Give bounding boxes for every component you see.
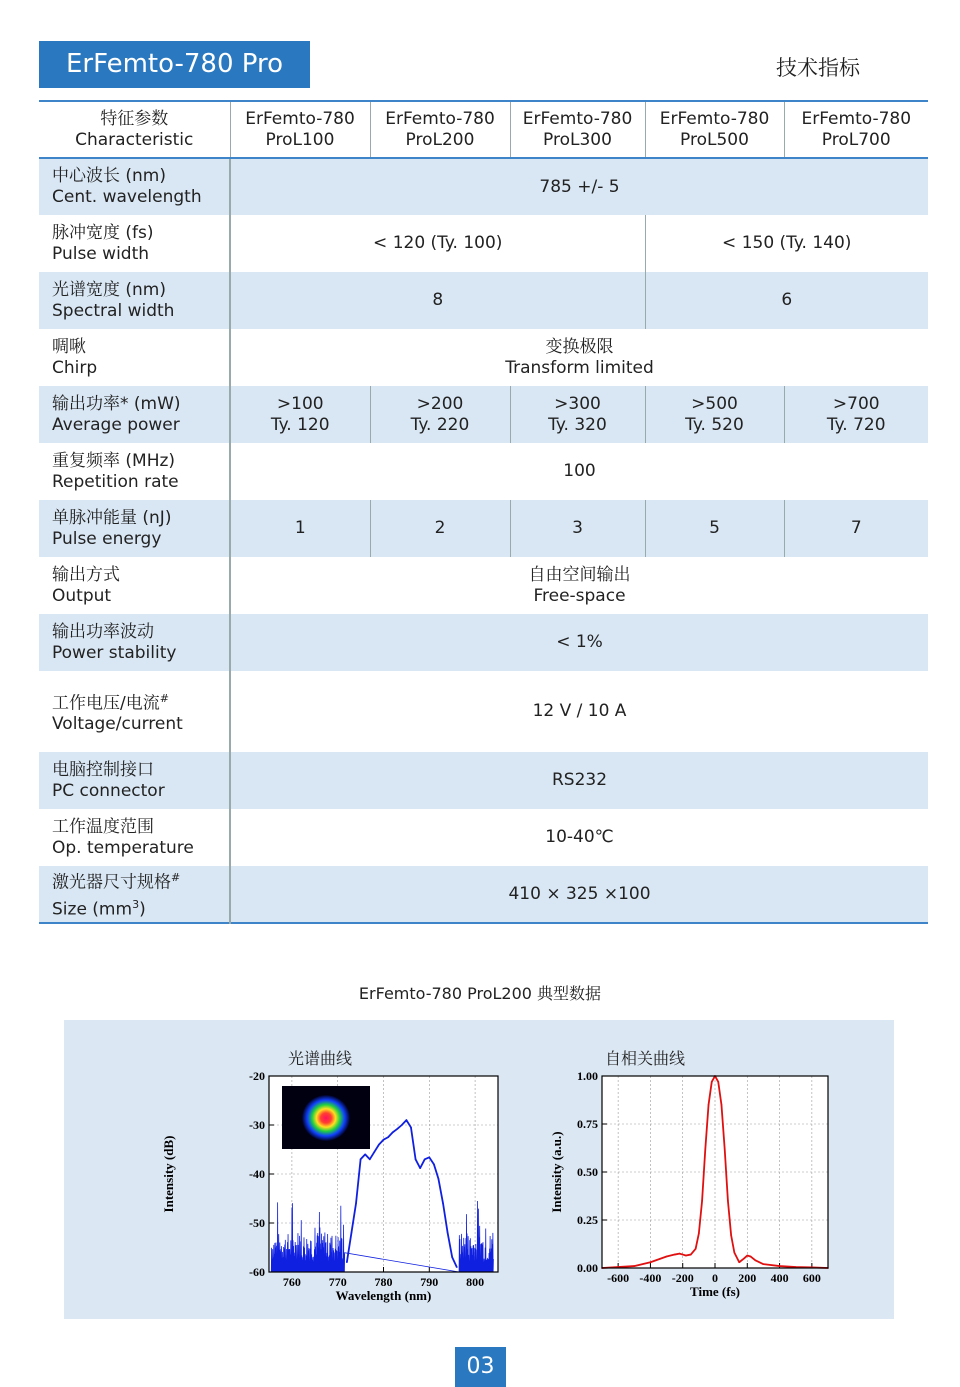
value-cell: RS232 bbox=[551, 770, 608, 790]
data-point bbox=[750, 1256, 752, 1258]
data-point bbox=[708, 1104, 710, 1106]
label-en: Pulse width bbox=[52, 243, 150, 264]
data-point bbox=[456, 1266, 458, 1268]
footnote-mark: # bbox=[159, 691, 169, 705]
value-cell: 8 bbox=[230, 272, 645, 329]
power-typ: Ty. 120 bbox=[270, 414, 330, 435]
row-average-power bbox=[39, 386, 928, 443]
power-min: >100 bbox=[276, 393, 324, 414]
label-zh-text: 激光器尺寸规格 bbox=[52, 873, 171, 893]
label-en: Spectral width bbox=[52, 300, 175, 321]
value-en: Free-space bbox=[533, 585, 626, 606]
row-size bbox=[39, 866, 928, 923]
row-label bbox=[39, 443, 230, 500]
data-point bbox=[369, 1159, 371, 1161]
model-header bbox=[230, 101, 370, 158]
data-point bbox=[701, 1200, 703, 1202]
model-line2: ProL100 bbox=[265, 129, 335, 150]
power-typ: Ty. 520 bbox=[685, 414, 744, 435]
value-en: Transform limited bbox=[505, 357, 654, 378]
label-zh: 输出功率* (mW) bbox=[52, 393, 181, 414]
data-point bbox=[779, 1265, 781, 1267]
data-point bbox=[690, 1254, 692, 1256]
value-cell: 6 bbox=[781, 290, 793, 310]
value-cell: 1 bbox=[230, 500, 370, 557]
data-point bbox=[738, 1261, 740, 1263]
data-point bbox=[674, 1254, 676, 1256]
row-label bbox=[39, 158, 230, 215]
row-label bbox=[39, 557, 230, 614]
label-zh: 脉冲宽度 (fs) bbox=[52, 222, 154, 243]
row-op-temperature bbox=[39, 809, 928, 866]
value-cell: < 120 (Ty. 100) bbox=[230, 215, 645, 272]
value-cell: 5 bbox=[645, 500, 784, 557]
data-point bbox=[419, 1167, 421, 1169]
row-pulse-width bbox=[39, 215, 928, 272]
x-axis-label: Time (fs) bbox=[690, 1284, 740, 1299]
data-point bbox=[695, 1248, 697, 1250]
label-en: Repetition rate bbox=[52, 471, 179, 492]
row-label bbox=[39, 386, 230, 443]
label-zh: 工作温度范围 bbox=[52, 816, 154, 837]
data-point bbox=[721, 1104, 723, 1106]
label-en: Average power bbox=[52, 414, 180, 435]
x-tick-label: -200 bbox=[671, 1271, 694, 1285]
data-point bbox=[666, 1256, 668, 1258]
label-en: Voltage/current bbox=[52, 714, 183, 735]
header-characteristic bbox=[39, 101, 230, 158]
value-zh: 自由空间输出 bbox=[528, 564, 631, 585]
power-min: >300 bbox=[554, 393, 601, 414]
label-zh: 啁啾 bbox=[52, 336, 86, 357]
row-power-stability bbox=[39, 614, 928, 671]
row-chirp bbox=[39, 329, 928, 386]
row-pc-connector bbox=[39, 752, 928, 809]
unit-exponent: 3 bbox=[132, 898, 140, 911]
row-label bbox=[39, 614, 230, 671]
data-point bbox=[387, 1136, 389, 1138]
data-point bbox=[746, 1255, 748, 1257]
y-tick-label: -30 bbox=[249, 1118, 265, 1132]
data-point bbox=[755, 1260, 757, 1262]
row-spectral-width bbox=[39, 272, 928, 329]
model-line1: ErFemto-780 bbox=[245, 108, 355, 129]
label-zh: 单脉冲能量 (nJ) bbox=[52, 507, 172, 528]
label-en: Power stability bbox=[52, 642, 177, 663]
label-en: Cent. wavelength bbox=[52, 187, 202, 207]
value-cell: < 150 (Ty. 140) bbox=[722, 233, 852, 253]
value-cell: 12 V / 10 A bbox=[532, 701, 627, 721]
data-point bbox=[685, 1255, 687, 1257]
label-zh: 光谱宽度 (nm) bbox=[52, 279, 167, 300]
data-point bbox=[451, 1257, 453, 1259]
y-tick-label: -40 bbox=[249, 1167, 265, 1181]
data-point bbox=[351, 1232, 353, 1234]
data-point bbox=[378, 1144, 380, 1146]
data-point bbox=[360, 1159, 362, 1161]
data-point bbox=[679, 1253, 681, 1255]
data-point bbox=[717, 1081, 719, 1083]
value-cell bbox=[230, 329, 928, 386]
data-point bbox=[383, 1139, 385, 1141]
label-zh: 重复频率 (MHz) bbox=[52, 450, 176, 471]
label-zh: 输出功率波动 bbox=[52, 621, 154, 642]
y-axis-label: Intensity (dB) bbox=[161, 1135, 176, 1213]
x-tick-label: 760 bbox=[282, 1275, 301, 1289]
label-zh-text: 工作电压/电流 bbox=[52, 693, 160, 714]
x-tick-label: -400 bbox=[639, 1271, 662, 1285]
y-tick-label: 0.50 bbox=[577, 1165, 598, 1179]
data-point bbox=[743, 1258, 745, 1260]
y-tick-label: 0.75 bbox=[577, 1117, 598, 1131]
data-point bbox=[392, 1132, 394, 1134]
data-point bbox=[682, 1254, 684, 1256]
x-tick-label: 770 bbox=[328, 1275, 347, 1289]
label-en: Pulse energy bbox=[52, 528, 162, 549]
data-point bbox=[442, 1203, 444, 1205]
data-point bbox=[650, 1261, 652, 1263]
x-tick-label: 400 bbox=[770, 1271, 789, 1285]
beam-spot-icon bbox=[302, 1095, 350, 1141]
label-zh: 输出方式 bbox=[52, 564, 120, 585]
power-min: >500 bbox=[691, 393, 738, 414]
chart-panel bbox=[64, 1020, 894, 1319]
data-point bbox=[705, 1148, 707, 1150]
y-tick-label: 1.00 bbox=[577, 1069, 598, 1083]
data-point bbox=[401, 1124, 403, 1126]
data-point bbox=[364, 1154, 366, 1156]
power-min: >700 bbox=[832, 393, 880, 414]
row-pulse-energy bbox=[39, 500, 928, 557]
value-cell: 100 bbox=[563, 461, 596, 481]
data-point bbox=[698, 1233, 700, 1235]
data-point bbox=[355, 1203, 357, 1205]
label-en-text: Size (mm bbox=[52, 899, 133, 920]
label-zh bbox=[52, 867, 229, 894]
data-point bbox=[447, 1232, 449, 1234]
autocorrelation-chart bbox=[478, 1058, 821, 1318]
y-tick-label: -20 bbox=[249, 1069, 265, 1083]
label-en: Op. temperature bbox=[52, 837, 194, 858]
x-tick-label: 600 bbox=[802, 1271, 821, 1285]
y-axis-label: Intensity (a.u.) bbox=[549, 1131, 564, 1213]
y-tick-label: 0.00 bbox=[577, 1261, 598, 1275]
x-tick-label: 800 bbox=[466, 1275, 485, 1289]
value-cell: < 1% bbox=[556, 632, 603, 652]
label-zh: 中心波长 (nm) bbox=[52, 166, 167, 186]
label-zh: 电脑控制接口 bbox=[52, 759, 154, 780]
row-label bbox=[39, 500, 230, 557]
page-number: 03 bbox=[455, 1347, 506, 1387]
data-point bbox=[406, 1119, 408, 1121]
value-cell bbox=[230, 386, 370, 443]
data-point bbox=[633, 1265, 635, 1267]
footnote-mark: # bbox=[171, 871, 181, 885]
autocorrelation-chart-title: 自相关曲线 bbox=[605, 1049, 686, 1068]
value-cell bbox=[230, 557, 928, 614]
data-point bbox=[396, 1128, 398, 1130]
spec-table bbox=[39, 100, 928, 924]
data-point bbox=[763, 1263, 765, 1265]
model-line2: ProL200 bbox=[405, 129, 475, 150]
header-label-zh: 特征参数 bbox=[100, 108, 169, 129]
section-label: 技术指标 bbox=[776, 56, 860, 80]
x-axis-label: Wavelength (nm) bbox=[335, 1288, 432, 1303]
model-line1: ErFemto-780 bbox=[659, 108, 770, 129]
data-point bbox=[429, 1157, 431, 1159]
y-tick-label: -60 bbox=[249, 1265, 265, 1279]
row-label bbox=[39, 752, 230, 809]
data-point bbox=[433, 1163, 435, 1165]
row-label bbox=[39, 809, 230, 866]
label-en: Chirp bbox=[52, 357, 98, 378]
value-cell bbox=[645, 386, 784, 443]
charts-caption: ErFemto-780 ProL200 典型数据 bbox=[358, 984, 602, 1003]
model-header bbox=[784, 101, 928, 158]
value-cell: 410 × 325 ×100 bbox=[508, 883, 651, 904]
power-typ: Ty. 720 bbox=[826, 414, 886, 435]
row-label bbox=[39, 671, 230, 752]
spectrum-chart-title: 光谱曲线 bbox=[288, 1049, 353, 1068]
row-label bbox=[39, 866, 230, 923]
model-line2: ProL300 bbox=[543, 129, 612, 150]
data-point bbox=[424, 1159, 426, 1161]
row-label bbox=[39, 272, 230, 329]
data-point bbox=[724, 1148, 726, 1150]
value-cell: 2 bbox=[370, 500, 510, 557]
model-line1: ErFemto-780 bbox=[801, 108, 912, 129]
x-tick-label: 200 bbox=[738, 1271, 757, 1285]
model-line2: ProL500 bbox=[680, 129, 749, 150]
row-output bbox=[39, 557, 928, 614]
model-header bbox=[510, 101, 645, 158]
model-line2: ProL700 bbox=[821, 129, 891, 150]
y-tick-label: 0.25 bbox=[577, 1213, 598, 1227]
data-point bbox=[346, 1261, 348, 1263]
row-label bbox=[39, 329, 230, 386]
x-tick-label: 790 bbox=[420, 1275, 439, 1289]
model-line1: ErFemto-780 bbox=[522, 108, 633, 129]
value-cell bbox=[370, 386, 510, 443]
model-header bbox=[370, 101, 510, 158]
value-cell: 7 bbox=[850, 518, 862, 538]
label-en: PC connector bbox=[52, 780, 165, 801]
model-header bbox=[645, 101, 784, 158]
header-label-en: Characteristic bbox=[75, 129, 194, 150]
row-repetition-rate bbox=[39, 443, 928, 500]
row-wavelength bbox=[39, 158, 928, 215]
power-min: >200 bbox=[416, 393, 464, 414]
model-line1: ErFemto-780 bbox=[385, 108, 495, 129]
x-tick-label: 0 bbox=[712, 1271, 718, 1285]
y-tick-label: -50 bbox=[249, 1216, 265, 1230]
data-point bbox=[415, 1159, 417, 1161]
table-header-row bbox=[39, 101, 928, 158]
value-zh: 变换极限 bbox=[545, 336, 614, 357]
value-cell bbox=[510, 386, 645, 443]
value-cell: 3 bbox=[510, 500, 645, 557]
row-voltage bbox=[39, 671, 928, 752]
power-typ: Ty. 220 bbox=[410, 414, 470, 435]
label-zh bbox=[52, 688, 229, 715]
value-cell bbox=[784, 386, 928, 443]
value-cell: 785 +/- 5 bbox=[539, 176, 620, 197]
data-point bbox=[711, 1081, 713, 1083]
spectrum-chart bbox=[154, 1058, 485, 1318]
product-title: ErFemto-780 Pro bbox=[39, 41, 310, 88]
label-en-tail: ) bbox=[139, 899, 146, 920]
x-tick-label: -600 bbox=[607, 1271, 630, 1285]
row-label bbox=[39, 215, 230, 272]
data-point bbox=[438, 1178, 440, 1180]
data-point bbox=[374, 1151, 376, 1153]
data-point bbox=[410, 1127, 412, 1129]
x-tick-label: 780 bbox=[374, 1275, 393, 1289]
value-cell: 10-40℃ bbox=[545, 827, 614, 847]
data-point bbox=[727, 1200, 729, 1202]
power-typ: Ty. 320 bbox=[548, 414, 607, 435]
data-point bbox=[730, 1235, 732, 1237]
label-en: Output bbox=[52, 585, 112, 606]
label-en bbox=[52, 894, 229, 921]
data-point bbox=[734, 1252, 736, 1254]
